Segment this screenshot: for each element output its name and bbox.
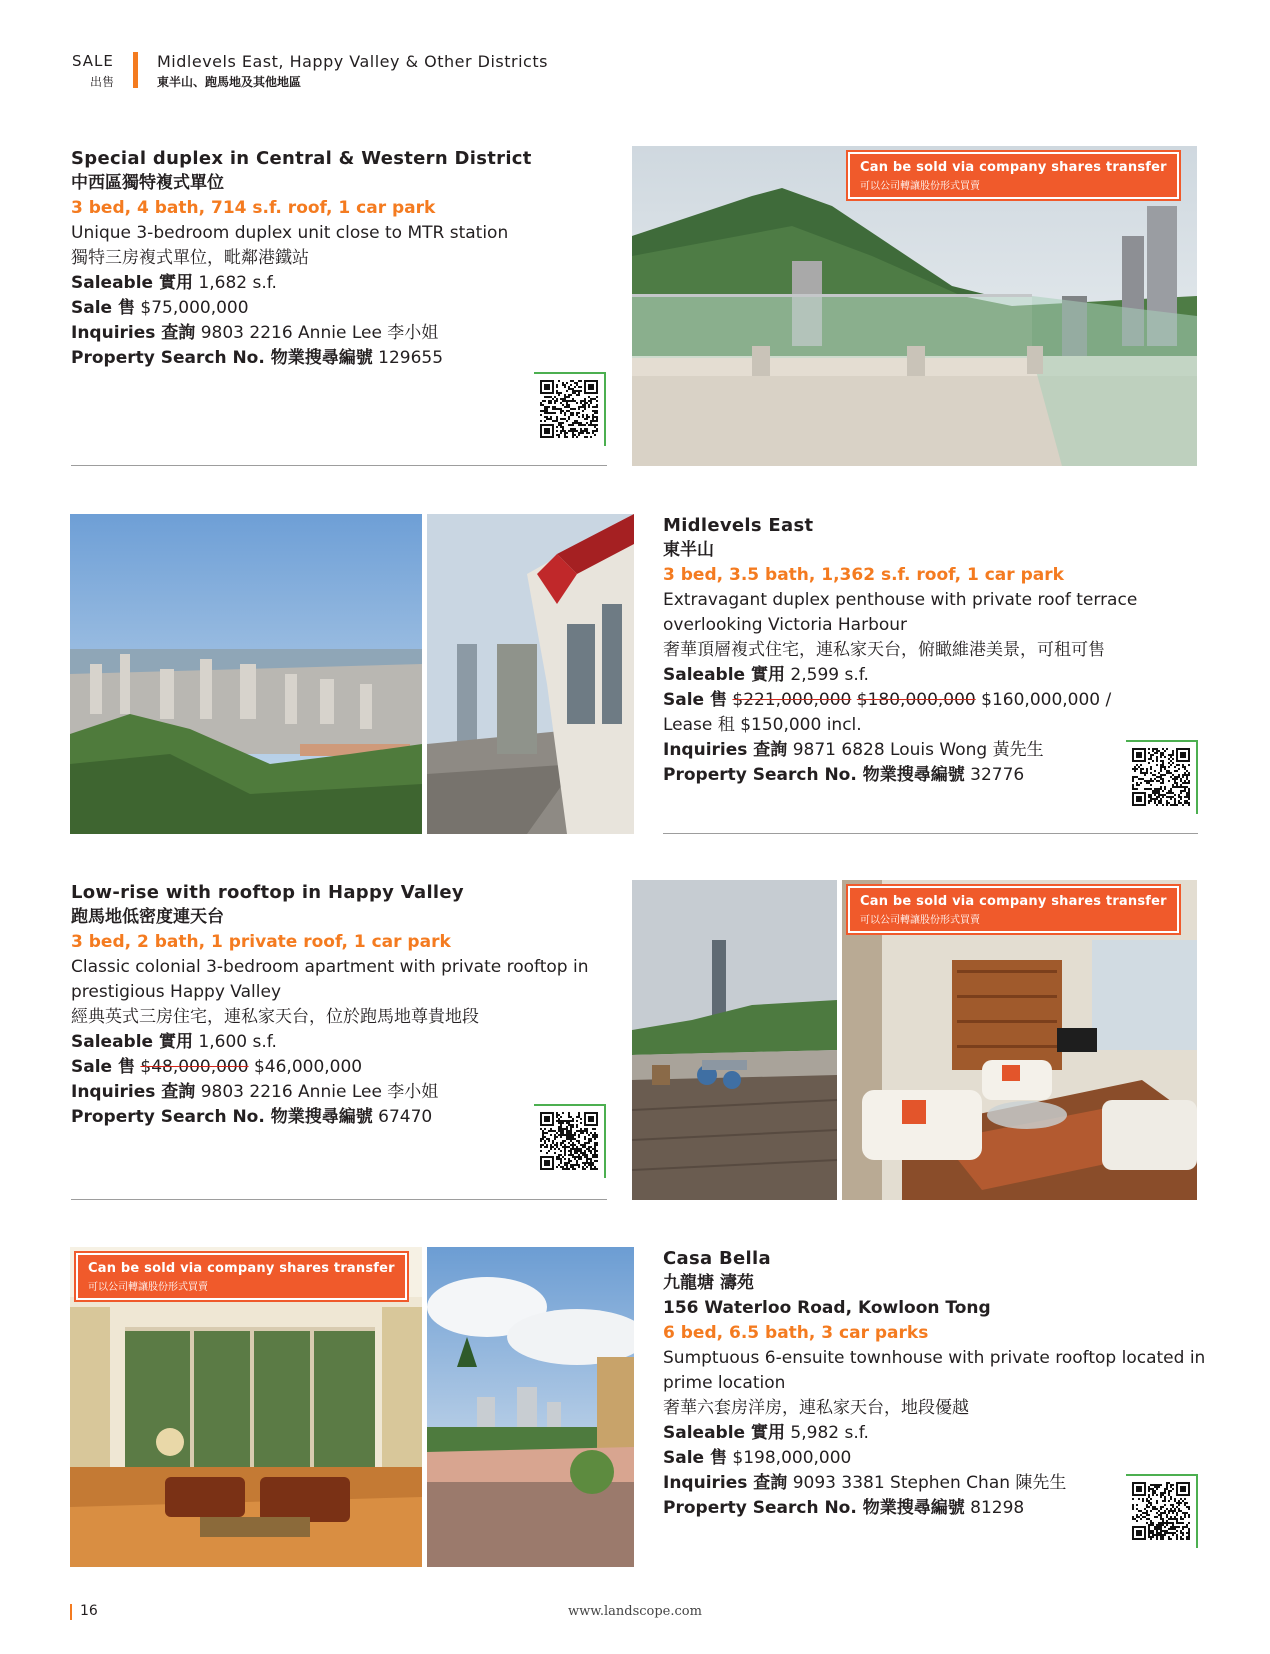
header-divider bbox=[133, 52, 138, 88]
shares-transfer-badge: Can be sold via company shares transfer 可以公司轉讓股份形式買賣 bbox=[76, 1253, 407, 1300]
listing-description: Unique 3-bedroom duplex unit close to MTR station bbox=[71, 223, 509, 243]
property-search-no: Property Search No. 物業搜尋編號 81298 bbox=[663, 1498, 1025, 1518]
listing-description-zh: 奢華六套房洋房，連私家天台，地段優越 bbox=[663, 1398, 969, 1418]
old-price: $48,000,000 bbox=[140, 1057, 249, 1077]
qr-code-icon[interactable] bbox=[534, 372, 606, 446]
sale-price: Sale 售 $48,000,000 $46,000,000 bbox=[71, 1057, 363, 1077]
divider bbox=[71, 1199, 607, 1200]
page-title-zh: 東半山、跑馬地及其他地區 bbox=[157, 75, 302, 89]
listing-title: Casa Bella bbox=[663, 1248, 771, 1269]
listing-description-cont: prestigious Happy Valley bbox=[71, 982, 282, 1002]
shares-transfer-badge: Can be sold via company shares transfer 可以公司轉讓股份形式買賣 bbox=[848, 886, 1179, 933]
listing-2-photo-terrace bbox=[427, 514, 634, 834]
listing-description: Extravagant duplex penthouse with private roof terrace bbox=[663, 590, 1138, 610]
shares-transfer-badge: Can be sold via company shares transfer 可以公司轉讓股份形式買賣 bbox=[848, 152, 1179, 199]
listing-description: Sumptuous 6-ensuite townhouse with private rooftop located in bbox=[663, 1348, 1206, 1368]
inquiries: Inquiries 查詢 9803 2216 Annie Lee 李小姐 bbox=[71, 1082, 439, 1102]
listing-4-photo-rooftop bbox=[427, 1247, 634, 1567]
property-search-no: Property Search No. 物業搜尋編號 32776 bbox=[663, 765, 1025, 785]
page-number: 16 bbox=[80, 1603, 98, 1619]
sale-price: Sale 售 $198,000,000 bbox=[663, 1448, 852, 1468]
old-price: $180,000,000 bbox=[856, 690, 976, 710]
listing-title: Midlevels East bbox=[663, 515, 814, 536]
section-label: SALE bbox=[72, 52, 114, 70]
listing-2-photo-harbour-view bbox=[70, 514, 422, 834]
sale-price: Sale 售 $221,000,000 $180,000,000 $160,000,000 / bbox=[663, 690, 1112, 710]
listing-4 bbox=[663, 1246, 1206, 1521]
listing-2 bbox=[663, 513, 1193, 788]
section-label-zh: 出售 bbox=[90, 75, 115, 89]
listing-title-zh: 跑馬地低密度連天台 bbox=[71, 907, 224, 927]
qr-code-icon[interactable] bbox=[1126, 1474, 1198, 1548]
inquiries: Inquiries 查詢 9871 6828 Louis Wong 黃先生 bbox=[663, 740, 1044, 760]
saleable-area: Saleable 實用 5,982 s.f. bbox=[663, 1423, 869, 1443]
listing-title: Special duplex in Central & Western District bbox=[71, 148, 532, 169]
listing-description-zh: 獨特三房複式單位，毗鄰港鐵站 bbox=[71, 248, 309, 268]
listing-description-cont: prime location bbox=[663, 1373, 786, 1393]
listing-1 bbox=[71, 146, 611, 371]
sale-price: Sale 售 $75,000,000 bbox=[71, 298, 249, 318]
divider bbox=[663, 833, 1198, 834]
property-search-no: Property Search No. 物業搜尋編號 129655 bbox=[71, 348, 444, 368]
listing-title-zh: 九龍塘 濤苑 bbox=[663, 1273, 754, 1293]
footer-divider bbox=[70, 1604, 72, 1620]
page-title: Midlevels East, Happy Valley & Other Districts bbox=[157, 52, 548, 71]
listing-spec: 3 bed, 4 bath, 714 s.f. roof, 1 car park bbox=[71, 198, 436, 218]
listing-3 bbox=[71, 880, 611, 1130]
listing-title: Low-rise with rooftop in Happy Valley bbox=[71, 882, 464, 903]
listing-spec: 3 bed, 3.5 bath, 1,362 s.f. roof, 1 car park bbox=[663, 565, 1064, 585]
listing-spec: 6 bed, 6.5 bath, 3 car parks bbox=[663, 1323, 929, 1343]
property-search-no: Property Search No. 物業搜尋編號 67470 bbox=[71, 1107, 433, 1127]
listing-description-zh: 經典英式三房住宅，連私家天台，位於跑馬地尊貴地段 bbox=[71, 1007, 479, 1027]
listing-description-zh: 奢華頂層複式住宅，連私家天台，俯瞰維港美景，可租可售 bbox=[663, 640, 1105, 660]
website-link[interactable]: www.landscope.com bbox=[568, 1604, 702, 1619]
listing-description: Classic colonial 3-bedroom apartment with private rooftop in bbox=[71, 957, 589, 977]
listing-description-cont: overlooking Victoria Harbour bbox=[663, 615, 908, 635]
old-price: $221,000,000 bbox=[732, 690, 852, 710]
listing-title-zh: 中西區獨特複式單位 bbox=[71, 173, 224, 193]
saleable-area: Saleable 實用 2,599 s.f. bbox=[663, 665, 869, 685]
listing-3-photo-rooftop bbox=[632, 880, 837, 1200]
inquiries: Inquiries 查詢 9093 3381 Stephen Chan 陳先生 bbox=[663, 1473, 1067, 1493]
listing-spec: 3 bed, 2 bath, 1 private roof, 1 car park bbox=[71, 932, 451, 952]
inquiries: Inquiries 查詢 9803 2216 Annie Lee 李小姐 bbox=[71, 323, 439, 343]
lease-price: Lease 租 $150,000 incl. bbox=[663, 715, 862, 735]
divider bbox=[71, 465, 607, 466]
qr-code-icon[interactable] bbox=[534, 1104, 606, 1178]
listing-title-zh: 東半山 bbox=[663, 540, 714, 560]
listing-address: 156 Waterloo Road, Kowloon Tong bbox=[663, 1298, 991, 1318]
qr-code-icon[interactable] bbox=[1126, 740, 1198, 814]
saleable-area: Saleable 實用 1,682 s.f. bbox=[71, 273, 277, 293]
saleable-area: Saleable 實用 1,600 s.f. bbox=[71, 1032, 277, 1052]
